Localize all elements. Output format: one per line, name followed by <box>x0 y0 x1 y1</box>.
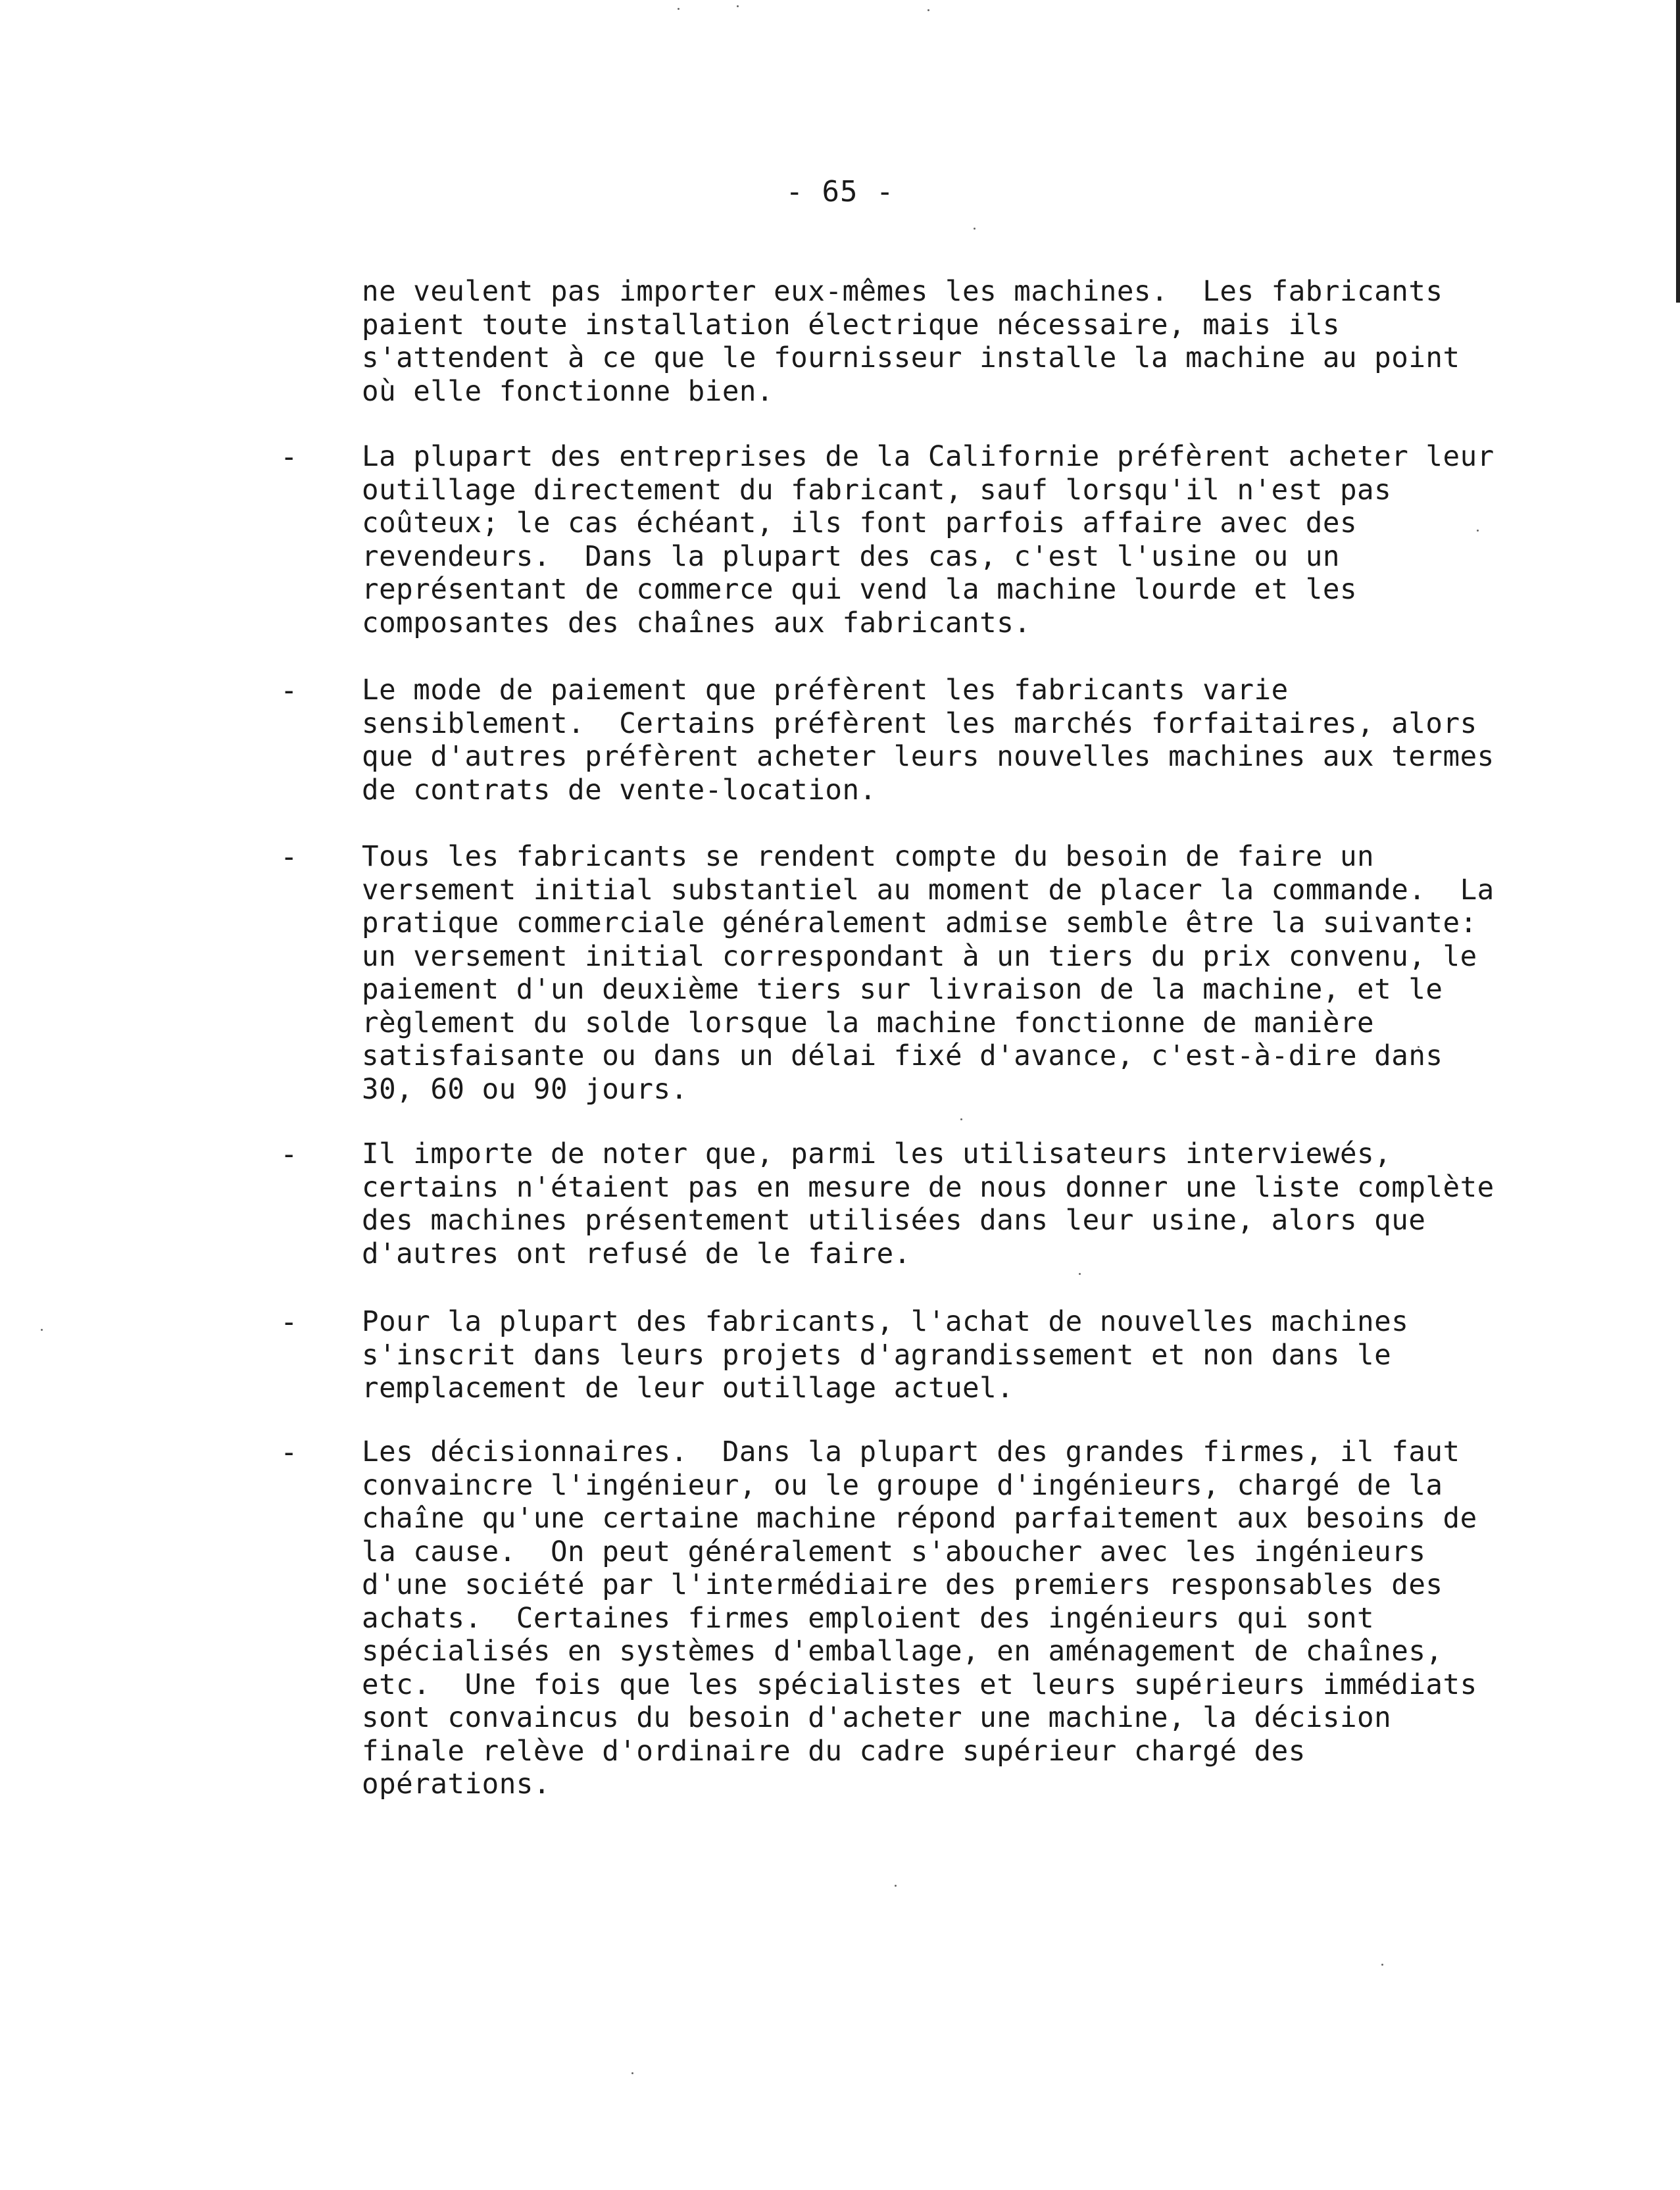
text-line: etc. Une fois que les spécialistes et leurs supérieurs immédiats <box>362 1668 1477 1701</box>
text-line: représentant de commerce qui vend la machine lourde et les <box>362 574 1358 606</box>
text-line: s'inscrit dans leurs projets d'agrandissement et non dans le <box>362 1339 1392 1372</box>
scan-speck <box>895 1885 897 1887</box>
text-line: des machines présentement utilisées dans leur usine, alors que <box>362 1205 1426 1237</box>
text-line: finale relève d'ordinaire du cadre supérieur chargé des <box>362 1735 1306 1768</box>
text-line: d'autres ont refusé de le faire. <box>362 1237 911 1270</box>
text-line: la cause. On peut généralement s'aboucher avec les ingénieurs <box>362 1535 1426 1568</box>
bullet-dash: - <box>280 1435 298 1469</box>
bullet-dash: - <box>280 840 298 874</box>
page-number: - 65 - <box>785 175 895 209</box>
text-line: Tous les fabricants se rendent compte du besoin de faire un <box>362 841 1375 873</box>
text-line: spécialisés en systèmes d'emballage, en aménagement de chaînes, <box>362 1635 1443 1668</box>
text-line: chaîne qu'une certaine machine répond parfaitement aux besoins de <box>362 1503 1477 1535</box>
scan-speck <box>974 228 976 230</box>
text-line: 30, 60 ou 90 jours. <box>362 1073 688 1106</box>
bullet-dash: - <box>280 440 298 474</box>
scan-speck <box>737 5 739 7</box>
text-line: d'une société par l'intermédiaire des premiers responsables des <box>362 1569 1443 1601</box>
text-line: Les décisionnaires. Dans la plupart des grandes firmes, il faut <box>362 1436 1460 1468</box>
text-line: opérations. <box>362 1768 551 1801</box>
scan-speck <box>927 9 929 11</box>
text-line: paient toute installation électrique nécessaire, mais ils <box>362 309 1340 341</box>
text-line: règlement du solde lorsque la machine fonctionne de manière <box>362 1007 1375 1039</box>
text-line: remplacement de leur outillage actuel. <box>362 1372 1014 1405</box>
text-line: composantes des chaînes aux fabricants. <box>362 607 1031 639</box>
scan-edge <box>1676 0 1680 303</box>
text-line: convaincre l'ingénieur, ou le groupe d'ingénieurs, chargé de la <box>362 1469 1443 1502</box>
scan-speck <box>1079 1273 1081 1275</box>
text-line: Il importe de noter que, parmi les utilisateurs interviewés, <box>362 1138 1392 1170</box>
text-line: Le mode de paiement que préfèrent les fabricants varie <box>362 674 1289 707</box>
text-line: de contrats de vente-location. <box>362 774 877 807</box>
text-line: ne veulent pas importer eux-mêmes les machines. Les fabricants <box>362 276 1443 308</box>
text-line: pratique commerciale généralement admise semble être la suivante: <box>362 907 1477 939</box>
text-line: coûteux; le cas échéant, ils font parfois affaire avec des <box>362 507 1358 539</box>
scan-speck <box>631 2072 633 2074</box>
scan-speck <box>1381 1964 1383 1966</box>
text-line: La plupart des entreprises de la Californie préfèrent acheter leur <box>362 441 1495 473</box>
text-line: s'attendent à ce que le fournisseur installe la machine au point <box>362 342 1460 374</box>
text-line: un versement initial correspondant à un tiers du prix convenu, le <box>362 940 1477 973</box>
scan-speck <box>678 8 679 10</box>
scan-speck <box>41 1329 43 1331</box>
text-line: sensiblement. Certains préfèrent les marchés forfaitaires, alors <box>362 707 1477 740</box>
text-line: Pour la plupart des fabricants, l'achat de nouvelles machines <box>362 1306 1409 1338</box>
text-line: paiement d'un deuxième tiers sur livraison de la machine, et le <box>362 974 1443 1006</box>
text-line: satisfaisante ou dans un délai fixé d'avance, c'est-à-dire dans <box>362 1040 1443 1072</box>
text-line: que d'autres préfèrent acheter leurs nouvelles machines aux termes <box>362 741 1495 773</box>
text-line: outillage directement du fabricant, sauf lorsqu'il n'est pas <box>362 474 1392 507</box>
text-line: revendeurs. Dans la plupart des cas, c'est l'usine ou un <box>362 540 1340 573</box>
text-line: certains n'étaient pas en mesure de nous donner une liste complète <box>362 1171 1495 1204</box>
text-line: sont convaincus du besoin d'acheter une machine, la décision <box>362 1702 1392 1734</box>
scan-speck <box>960 1118 962 1120</box>
scan-speck <box>1477 530 1479 532</box>
text-line: où elle fonctionne bien. <box>362 375 774 408</box>
text-line: versement initial substantiel au moment de placer la commande. La <box>362 874 1495 907</box>
text-line: achats. Certaines firmes emploient des ingénieurs qui sont <box>362 1602 1375 1635</box>
bullet-dash: - <box>280 1137 298 1171</box>
bullet-dash: - <box>280 1305 298 1339</box>
bullet-dash: - <box>280 674 298 707</box>
